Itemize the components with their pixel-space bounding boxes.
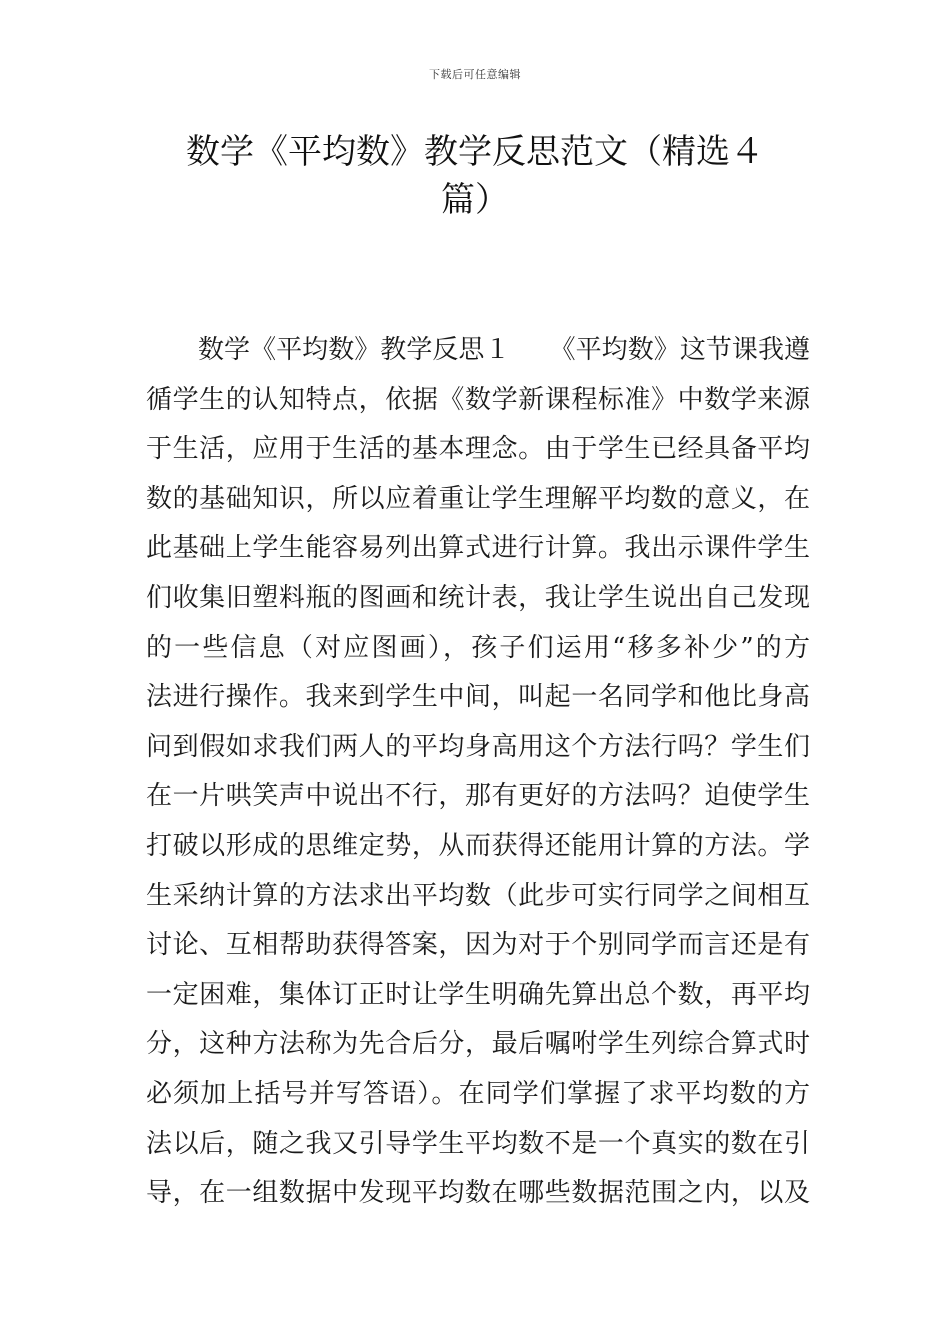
paragraph-line: 此基础上学生能容易列出算式进行计算。我出示课件学生 (146, 533, 810, 564)
paragraph-line: 分，这种方法称为先合后分，最后嘱咐学生列综合算式时 (146, 1029, 810, 1060)
document-title (160, 128, 790, 224)
paragraph-line: 必须加上括号并写答语）。在同学们掌握了求平均数的方 (146, 1078, 810, 1109)
header-note: 下载后可任意编辑 (429, 68, 521, 81)
paragraph-line: 数的基础知识，所以应着重让学生理解平均数的意义，在 (146, 483, 810, 514)
title-line: 数学《平均数》教学反思范文（精选４ (186, 132, 764, 172)
paragraph-line: 问到假如求我们两人的平均身高用这个方法行吗？学生们 (146, 731, 810, 762)
paragraph-line: 法进行操作。我来到学生中间，叫起一名同学和他比身高 (146, 682, 810, 713)
paragraph-line: 循学生的认知特点，依据《数学新课程标准》中数学来源 (146, 384, 810, 415)
title-line: 篇） (441, 180, 509, 220)
paragraph-line: 们收集旧塑料瓶的图画和统计表，我让学生说出自己发现 (146, 582, 810, 613)
paragraph-line: 一定困难，集体订正时让学生明确先算出总个数，再平均 (146, 979, 810, 1010)
paragraph-line: 法以后，随之我又引导学生平均数不是一个真实的数在引 (146, 1128, 810, 1159)
body-paragraph (146, 326, 810, 1219)
paragraph-line: 打破以形成的思维定势，从而获得还能用计算的方法。学 (146, 830, 810, 861)
paragraph-line: 于生活，应用于生活的基本理念。由于学生已经具备平均 (146, 434, 810, 465)
paragraph-line: 的一些信息（对应图画），孩子们运用“移多补少”的方 (146, 632, 810, 663)
paragraph-line: 在一片哄笑声中说出不行，那有更好的方法吗？迫使学生 (146, 781, 810, 812)
paragraph-line: 生采纳计算的方法求出平均数（此步可实行同学之间相互 (146, 880, 810, 911)
paragraph-line: 导，在一组数据中发现平均数在哪些数据范围之内，以及 (146, 1178, 810, 1209)
paragraph-line: 数学《平均数》教学反思１ 《平均数》这节课我遵 (198, 335, 810, 365)
paragraph-line: 讨论、互相帮助获得答案，因为对于个别同学而言还是有 (146, 930, 810, 961)
